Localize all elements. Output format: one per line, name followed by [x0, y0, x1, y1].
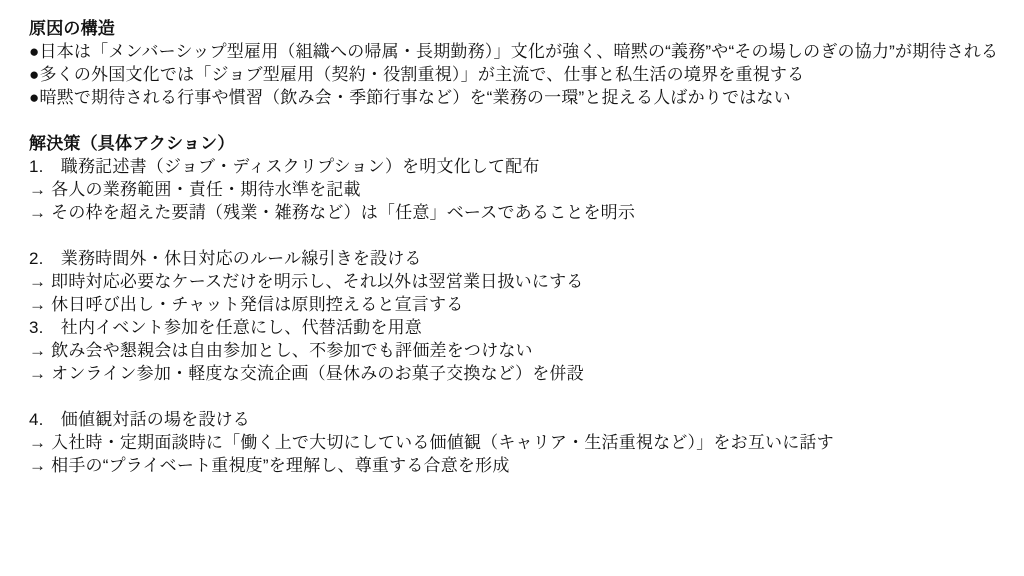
- action-group-1: [29, 155, 1016, 224]
- arrow-detail: → 各人の業務範囲・責任・期待水準を記載: [29, 180, 361, 199]
- action-group-4: [29, 408, 1016, 477]
- arrow-detail: → その枠を超えた要請（残業・雑務など）は「任意」ベースであることを明示: [29, 203, 636, 222]
- section-heading-cause: 原因の構造: [29, 19, 115, 38]
- section-heading-solutions: 解決策（具体アクション）: [29, 134, 235, 153]
- numbered-item-2: 2. 業務時間外・休日対応のルール線引きを設ける: [29, 249, 422, 268]
- arrow-detail: → 入社時・定期面談時に「働く上で大切にしている価値観（キャリア・生活重視など）」をお互いに話す: [29, 433, 834, 452]
- numbered-item-1: 1. 職務記述書（ジョブ・ディスクリプション）を明文化して配布: [29, 157, 540, 176]
- bullet-line-membership-employment: ●日本は「メンバーシップ型雇用（組織への帰属・長期勤務）」文化が強く、暗黙の“義務”や“その場しのぎの協力”が期待される: [29, 42, 999, 61]
- arrow-detail: → オンライン参加・軽度な交流企画（昼休みのお菓子交換など）を併設: [29, 364, 584, 383]
- arrow-detail: → 相手の“プライベート重視度”を理解し、尊重する合意を形成: [29, 456, 510, 475]
- arrow-detail: → 休日呼び出し・チャット発信は原則控えると宣言する: [29, 295, 464, 314]
- numbered-item-3: 3. 社内イベント参加を任意にし、代替活動を用意: [29, 318, 422, 337]
- section-solutions: [29, 132, 1016, 477]
- numbered-item-4: 4. 価値観対話の場を設ける: [29, 410, 250, 429]
- arrow-detail: → 即時対応必要なケースだけを明示し、それ以外は翌営業日扱いにする: [29, 272, 584, 291]
- action-group-2-3: [29, 247, 1016, 385]
- arrow-detail: → 飲み会や懇親会は自由参加とし、不参加でも評価差をつけない: [29, 341, 533, 360]
- section-cause-structure: [29, 17, 1016, 109]
- bullet-line-foreign-culture: ●多くの外国文化では「ジョブ型雇用（契約・役割重視）」が主流で、仕事と私生活の境界を重視する: [29, 65, 805, 84]
- bullet-line-implicit-events: ●暗黙で期待される行事や慣習（飲み会・季節行事など）を“業務の一環”と捉える人ばかりではない: [29, 88, 791, 107]
